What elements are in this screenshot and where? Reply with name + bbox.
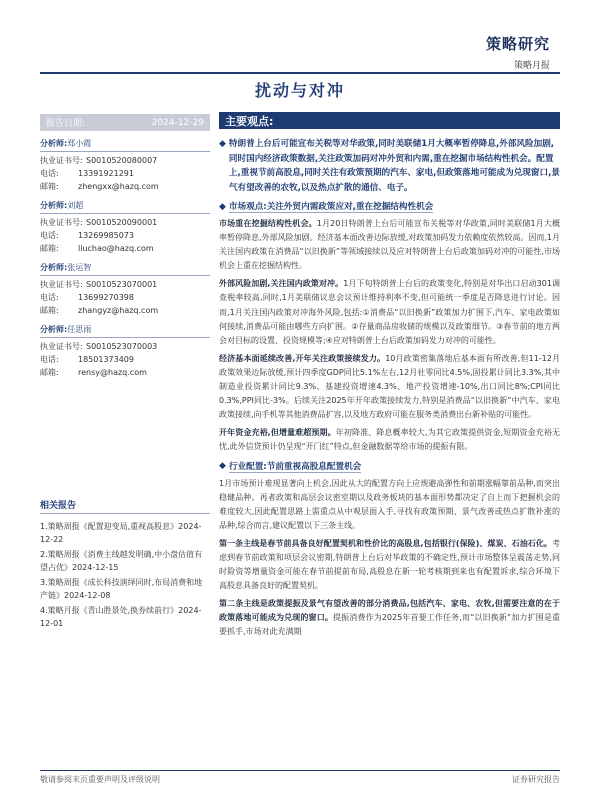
tel-label: 电话:: [40, 169, 59, 178]
footer-disclaimer: 敬请参阅末页重要声明及评级说明: [40, 775, 160, 784]
section-heading-industry: [219, 460, 560, 473]
main-view-heading: 主要观点:: [219, 112, 560, 129]
related-reports-heading: 相关报告: [40, 498, 210, 514]
paragraph-lead: 第一条主线是春节前具备良好配置契机和性价比的高股息,包括银行(保险)、煤炭、石油石化。: [219, 538, 552, 548]
tel-value: 13699270398: [78, 293, 134, 302]
tel-label: 电话:: [40, 231, 59, 240]
paragraph-lead: 市场重在挖掘结构性机会。: [219, 219, 317, 228]
mail-value[interactable]: zhengxx@hazq.com: [78, 182, 159, 191]
paragraph-lead: 外部风险加剧,关注国内政策对冲。: [219, 279, 344, 289]
brand-block: [486, 33, 550, 71]
paragraph: [219, 217, 560, 273]
related-reports: [40, 498, 210, 632]
paragraph-lead: 第二条主线是政策提振及景气有望改善的部分消费品,包括汽车、家电、农牧,但需要注意的在于政策落地可能成为兑现的窗口。: [219, 599, 560, 623]
cert-label: 执业证书号:: [40, 156, 83, 165]
analyst-name: 张运智: [67, 263, 92, 272]
analyst-name: 刘超: [67, 201, 84, 210]
paragraph-body: 年初降准、降息概率较大,为其它政策提供资金,短期资金充裕无忧,此外信贷预计仍呈现“开门红”特点,但金融数据等给市场的提振有限。: [219, 428, 560, 452]
paragraph: [219, 537, 560, 593]
report-date-label: 报告日期:: [46, 119, 86, 129]
report-date-value: 2024-12-29: [151, 117, 204, 128]
cert-label: 执业证书号:: [40, 342, 83, 351]
paragraph-body: 1月下旬特朗普上台后的政策变化,特别是对华出口启动301调查税率较高,同时,1月美联储议息会议预计维持利率不变,但可能统一季度是否降息进行讨论。因而,1月关注国内政策对冲海外风险,包括:①消费品“以旧换新”政策加力扩围下,汽车、家电政策如何接续,消费品可能由哪些方向扩围。②存量商品房收储的规模以及政策细节。③春节前的地方两会对目标的设置、投资规模等;④应对特朗普上台后政策加码发力对冲的可能性。: [219, 279, 560, 345]
paragraph-lead: 经济基本面延续改善,开年关注政策接续发力。: [219, 353, 386, 363]
paragraph: [219, 352, 560, 422]
cert-label: 执业证书号:: [40, 280, 83, 289]
tel-value: 13269985073: [78, 231, 134, 240]
analyst-role: 分析师:: [40, 325, 68, 334]
page-title: 扰动与对冲: [254, 81, 345, 100]
mail-value[interactable]: zhangyz@hazq.com: [78, 306, 159, 315]
report-date-bar: [40, 114, 210, 131]
section-heading-text: 市场观点:关注外贸内需政策应对,重在挖掘结构性机会: [228, 202, 434, 212]
section-heading-text: 行业配置:节前重视高股息配置机会: [228, 461, 362, 472]
paragraph-body: 1月20日特朗普上台后可能宣布关税等对华政策,同时美联储1月大概率暂停降息,外部风险加剧。经济基本面改善边际放缓,对政策加码发力依赖度依然较高。因而,1月关注国内政策在消费品“以旧换新”等领域接续以及应对特朗普上台后政策加码对冲的可能性,市场机会上重在挖掘结构性。: [219, 219, 561, 271]
analyst-role: 分析师:: [40, 139, 68, 148]
mail-label: 邮箱:: [40, 182, 59, 191]
paragraph: [219, 477, 560, 533]
paragraph-lead: 开年资金充裕,但增量难超预期。: [219, 428, 336, 438]
analyst-block: [40, 199, 210, 255]
related-report-item[interactable]: 4.策略月报《青山胜景处,换券续前行》2024-12-01: [40, 606, 202, 628]
header-divider: [40, 72, 560, 74]
main-content: [219, 112, 560, 640]
analyst-block: [40, 137, 210, 193]
related-report-item[interactable]: 1.策略周报《配置迎变局,重视高股息》2024-12-22: [40, 522, 202, 544]
cert-label: 执业证书号:: [40, 218, 83, 227]
paragraph-body: 1月市场预计难现显著向上机会,因此从大的配置方向上应规避高弹性和前期涨幅靠前品种,而突出稳健品种。再者政策和高层会议密室期以及政务板块的基本面形势都决定了自上而下把握机会的难度较大,因此配置思路上需重点从中观层面入手,寻找有政策预期、景气改善或热点扩散补涨的品种,综合而言,建议配置以下三条主线。: [219, 478, 560, 530]
footer-divider: [40, 770, 560, 771]
analyst-role: 分析师:: [40, 201, 68, 210]
mail-label: 邮箱:: [40, 306, 59, 315]
tel-label: 电话:: [40, 355, 59, 364]
diamond-bullet-icon: ◆: [219, 461, 226, 471]
tel-value: 13391921291: [78, 169, 134, 178]
paragraph-body: 10月政策密集落地后基本面有所改善,但11-12月政策效果边际放缓,预计四季度GDP同比5.1%左右,12月社零同比4.5%,固投累计同比3.3%,其中制造业投资累计同比9.3%、基建投资增速4.3%、地产投资增速-10%,出口同比8%;CPI同比0.3%,PPI同比-3%。后续关注2025年开年政策接续发力,特别是消费品“以旧换新”中汽车、家电政策接续,向手机等其他消费品扩容,以及地方政府可能在服务类消费出台新补贴的可能性。: [219, 353, 560, 420]
paragraph-body: 提振消费作为2025年首要工作任务,而“以旧换新”加力扩围是重要抓手,市场对此充满期: [219, 613, 560, 637]
footer-label: 证券研究报告: [512, 775, 560, 784]
left-sidebar: [40, 114, 210, 379]
mail-label: 邮箱:: [40, 244, 59, 253]
analyst-name: 郑小霞: [67, 139, 92, 148]
tel-value: 18501373409: [78, 355, 134, 364]
related-report-item[interactable]: 3.策略周报《成长科技演绎同时,布局消费和地产链》2024-12-08: [40, 578, 203, 600]
related-report-item[interactable]: 2.策略周报《消费主线越发明确,中小盘估值有望占优》2024-12-15: [40, 550, 203, 572]
analyst-name: 任思雨: [67, 325, 92, 334]
analyst-block: [40, 323, 210, 379]
summary-block: [219, 137, 560, 195]
mail-label: 邮箱:: [40, 368, 59, 377]
cert-value: S0010520090001: [86, 218, 158, 227]
analyst-role: 分析师:: [40, 263, 68, 272]
paragraph: [219, 277, 560, 347]
brand-subtitle: 策略月报: [513, 61, 550, 71]
section-heading-market: [219, 200, 560, 213]
summary-text: 特朗普上台后可能宣布关税等对华政策,同时美联储1月大概率暂停降息,外部风险加剧,同时国内经济政策数据,关注政策加码对冲外贸和内需,重在挖掘市场结构性机会。配置上,重视节前高股息,同时关注有政策预期的汽车、家电,但政策落地可能成为兑现窗口,景气有望改善的农牧,以及热点扩散的通信、电子。: [228, 139, 560, 193]
paragraph: [219, 426, 560, 454]
diamond-bullet-icon: ◆: [219, 139, 226, 149]
brand-title: 策略研究: [485, 35, 550, 53]
mail-value[interactable]: liuchao@hazq.com: [78, 244, 154, 253]
diamond-bullet-icon: ◆: [219, 201, 226, 212]
paragraph-body: 考虑到春节前政策和项层会议密期,特朗普上台后对华政策的不确定性,预计市场整体呈震荡走势,同时险资等增量资金可能在春节前提前布局,高股息在新一轮考核期到来也有配置诉求,综合环境下高股息具备良好的配置契机。: [219, 538, 560, 591]
paragraph: [219, 597, 560, 639]
cert-value: S0010523070001: [86, 280, 158, 289]
mail-value[interactable]: rensy@hazq.com: [78, 368, 147, 377]
cert-value: S0010520080007: [86, 156, 158, 165]
analyst-block: [40, 261, 210, 317]
cert-value: S0010523070003: [86, 342, 158, 351]
tel-label: 电话:: [40, 293, 59, 302]
